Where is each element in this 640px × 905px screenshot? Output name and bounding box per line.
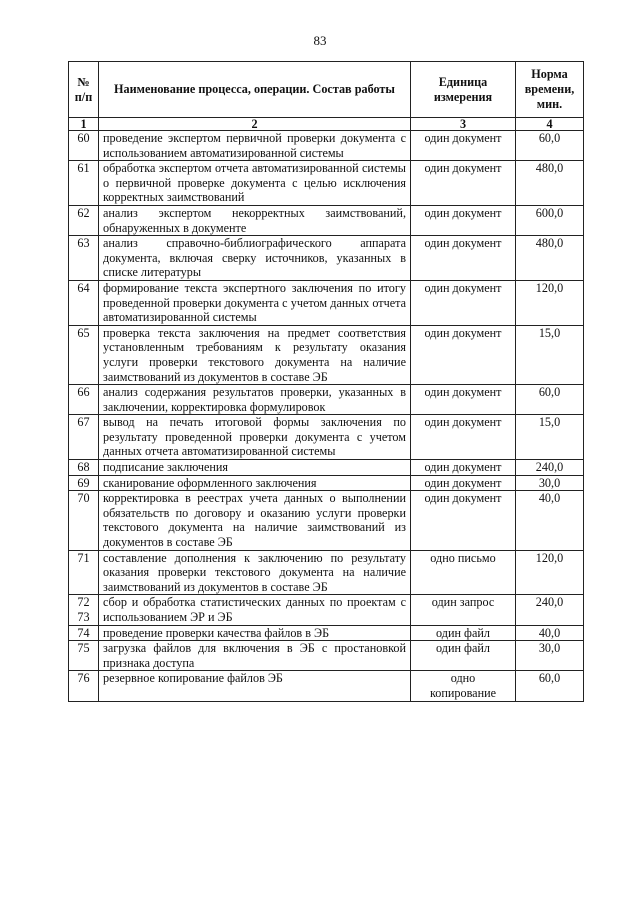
row-number: 65 [69, 325, 99, 384]
header-num: № п/п [69, 62, 99, 118]
row-norm: 30,0 [516, 475, 584, 491]
row-number: 76 [69, 671, 99, 701]
row-number: 70 [69, 491, 99, 550]
row-unit: один документ [411, 161, 516, 206]
table-row [69, 385, 584, 415]
header-unit: Единица измерения [411, 62, 516, 118]
row-unit: один документ [411, 236, 516, 281]
time-norms-table [68, 61, 584, 702]
table-row [69, 641, 584, 671]
row-number: 69 [69, 475, 99, 491]
table-row [69, 325, 584, 384]
row-description: резервное копирование файлов ЭБ [99, 671, 411, 701]
header-norm: Норма времени, мин. [516, 62, 584, 118]
row-description: обработка экспертом отчета автоматизированной системы о первичной проверке документа с целью исключения корректных заимствований [99, 161, 411, 206]
row-number: 71 [69, 550, 99, 595]
row-unit-part: одно [450, 671, 476, 686]
table-row [69, 475, 584, 491]
row-number: 67 [69, 415, 99, 460]
column-number: 2 [99, 118, 411, 131]
row-unit: один файл [411, 641, 516, 671]
column-number: 1 [69, 118, 99, 131]
row-unit: один документ [411, 131, 516, 161]
row-unit: один документ [411, 385, 516, 415]
row-norm: 120,0 [516, 280, 584, 325]
row-norm: 60,0 [516, 385, 584, 415]
row-norm: 15,0 [516, 325, 584, 384]
row-unit: один запрос [411, 595, 516, 625]
row-norm: 60,0 [516, 131, 584, 161]
row-number: 74 [69, 625, 99, 641]
row-norm: 30,0 [516, 641, 584, 671]
row-number: 60 [69, 131, 99, 161]
row-description: сбор и обработка статистических данных по проектам с использованием ЭР и ЭБ [99, 595, 411, 625]
row-norm: 480,0 [516, 161, 584, 206]
table-row [69, 625, 584, 641]
row-unit: один документ [411, 475, 516, 491]
table-row [69, 415, 584, 460]
row-number-part: 72 [77, 595, 90, 610]
row-description: проведение экспертом первичной проверки документа с использованием автоматизированной системы [99, 131, 411, 161]
table-row [69, 280, 584, 325]
row-unit-part: копирование [429, 685, 497, 700]
row-number: 66 [69, 385, 99, 415]
row-description: анализ справочно-библиографического аппарата документа, включая сверку источников, указанных в списке литературы [99, 236, 411, 281]
column-number-row [69, 118, 584, 131]
row-unit: один документ [411, 325, 516, 384]
column-number: 4 [516, 118, 584, 131]
row-norm: 120,0 [516, 550, 584, 595]
row-number: 62 [69, 205, 99, 235]
row-unit: один документ [411, 415, 516, 460]
row-norm: 60,0 [516, 671, 584, 701]
column-number: 3 [411, 118, 516, 131]
table-row [69, 491, 584, 550]
row-unit: один документ [411, 491, 516, 550]
row-description: формирование текста экспертного заключения по итогу проведенной проверки документа с учетом данных отчета автоматизированной системы [99, 280, 411, 325]
table-row [69, 205, 584, 235]
table-row [69, 161, 584, 206]
row-number-part: 73 [77, 610, 90, 624]
row-description: проведение проверки качества файлов в ЭБ [99, 625, 411, 641]
row-norm: 240,0 [516, 460, 584, 476]
row-unit [411, 671, 516, 701]
row-description: загрузка файлов для включения в ЭБ с простановкой признака доступа [99, 641, 411, 671]
table-row [69, 131, 584, 161]
page-number: 83 [313, 33, 327, 48]
table-row [69, 671, 584, 701]
row-unit: одно письмо [411, 550, 516, 595]
row-norm: 15,0 [516, 415, 584, 460]
row-description: анализ содержания результатов проверки, указанных в заключении, корректировка формулировок [99, 385, 411, 415]
row-norm: 40,0 [516, 491, 584, 550]
row-norm: 40,0 [516, 625, 584, 641]
table-row [69, 595, 584, 625]
header-name: Наименование процесса, операции. Состав работы [99, 62, 411, 118]
row-number: 75 [69, 641, 99, 671]
row-description: корректировка в реестрах учета данных о выполнении обязательств по договору и оказанию услуги проверки текстового документа на наличие заимствований из документов в составе ЭБ [99, 491, 411, 550]
table-row [69, 550, 584, 595]
table-row [69, 460, 584, 476]
row-description: вывод на печать итоговой формы заключения по результату проведенной проверки документа с учетом данных отчета автоматизированной системы [99, 415, 411, 460]
row-unit: один документ [411, 280, 516, 325]
row-number: 63 [69, 236, 99, 281]
row-description: анализ экспертом некорректных заимствований, обнаруженных в документе [99, 205, 411, 235]
row-description: проверка текста заключения на предмет соответствия установленным требованиям к результату оказания услуги проверки текстового документа на наличие заимствований из документов в составе ЭБ [99, 325, 411, 384]
row-number: 64 [69, 280, 99, 325]
row-unit: один документ [411, 205, 516, 235]
row-unit: один документ [411, 460, 516, 476]
row-norm: 480,0 [516, 236, 584, 281]
row-unit: один файл [411, 625, 516, 641]
row-number: 61 [69, 161, 99, 206]
table-row [69, 236, 584, 281]
table-header-row [69, 62, 584, 118]
row-description: сканирование оформленного заключения [99, 475, 411, 491]
row-description: составление дополнения к заключению по результату оказания проверки текстового документа на наличие заимствований из документов в составе ЭБ [99, 550, 411, 595]
row-number [69, 595, 99, 625]
row-norm: 600,0 [516, 205, 584, 235]
row-norm: 240,0 [516, 595, 584, 625]
row-number: 68 [69, 460, 99, 476]
row-description: подписание заключения [99, 460, 411, 476]
